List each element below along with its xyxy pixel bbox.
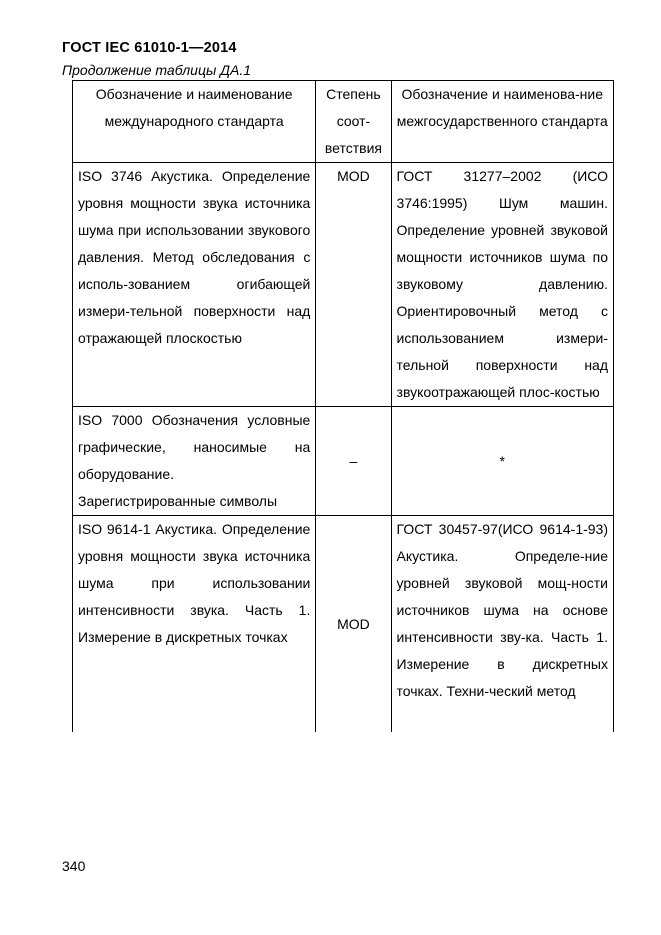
table-caption: Продолжение таблицы ДА.1: [62, 62, 252, 78]
page-number: 340: [62, 858, 86, 874]
cell-interstate-standard: ГОСТ 31277–2002 (ИСО 3746:1995) Шум машин. Определение уровней звуковой мощности источников шума по звуковому давлению. Ориентировочный метод с использованием измери-тельной поверхности над звукоотражающей плос-костью: [391, 163, 613, 407]
cell-degree-of-conformity: MOD: [316, 516, 391, 733]
header-degree-of-conformity: Степень соот-ветствия: [316, 81, 391, 163]
document-title: ГОСТ IEC 61010-1—2014: [62, 40, 237, 56]
cell-international-standard: ISO 9614-1 Акустика. Определение уровня мощности звука источника шума при использовании интенсивности звука. Часть 1. Измерение в дискретных точках: [73, 516, 316, 733]
cell-interstate-standard: ГОСТ 30457-97(ИСО 9614-1-93) Акустика. Определе-ние уровней звуковой мощ-ности источников шума на основе интенсивности зву-ка. Часть 1. Измерение в дискретных точках. Техни-ческий метод: [391, 516, 613, 733]
table-row: [73, 163, 614, 407]
table-header-row: [73, 81, 614, 163]
cell-degree-of-conformity: MOD: [316, 163, 391, 407]
standards-table: [72, 80, 614, 732]
table-row: [73, 407, 614, 516]
header-interstate-standard: Обозначение и наименова-ние межгосударственного стандарта: [391, 81, 613, 163]
header-international-standard: Обозначение и наименование международного стандарта: [73, 81, 316, 163]
cell-degree-of-conformity: –: [316, 407, 391, 516]
table-row: [73, 516, 614, 733]
cell-international-standard: ISO 7000 Обозначения условные графические, наносимые на оборудование. Зарегистрированные символы: [73, 407, 316, 516]
cell-international-standard: ISO 3746 Акустика. Определение уровня мощности звука источника шума при использовании звукового давления. Метод обследования с исполь-зованием огибающей измери-тельной поверхности над отражающей плоскостью: [73, 163, 316, 407]
cell-interstate-standard: *: [391, 407, 613, 516]
